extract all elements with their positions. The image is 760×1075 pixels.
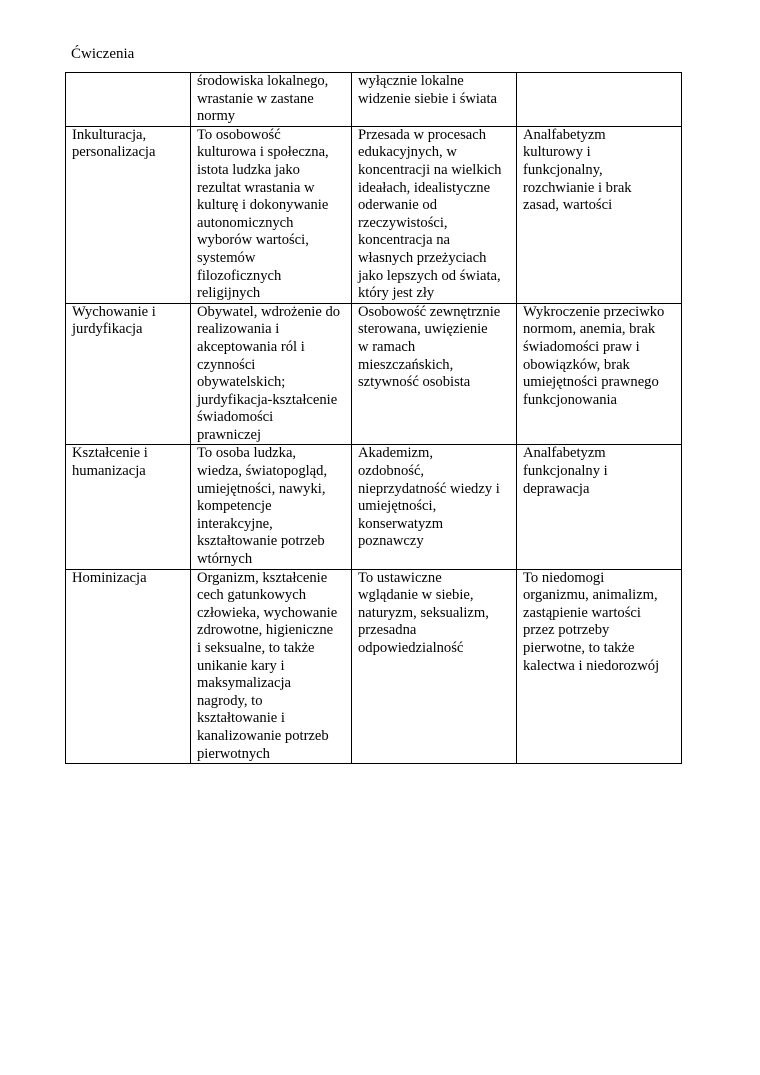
table-cell-col4 [517, 569, 682, 764]
table-cell-col1 [66, 569, 191, 764]
cell-text-line: rozchwianie i brak [523, 179, 632, 196]
cell-text-line: To osobowość [197, 126, 281, 143]
table-cell-col3 [352, 303, 517, 445]
table-cell-col2 [191, 126, 352, 303]
cell-text-line: Przesada w procesach [358, 126, 487, 143]
cell-text-line: własnych przeżyciach [358, 249, 487, 266]
cell-text-line: ozdobność, [358, 463, 425, 480]
cell-text-line: umiejętności, [358, 498, 437, 515]
table-cell-col1 [66, 126, 191, 303]
cell-text-line: sztywność osobista [358, 374, 471, 391]
table-row [66, 445, 682, 569]
cell-text-line: funkcjonalny i [523, 463, 608, 480]
cell-text-line: wrastanie w zastane [197, 90, 314, 107]
table-cell-col3 [352, 569, 517, 764]
cell-text-line: deprawacja [523, 480, 590, 497]
page-title: Ćwiczenia [71, 46, 135, 62]
cell-text-line: naturyzm, seksualizm, [358, 604, 489, 621]
cell-text-line: rzeczywistości, [358, 214, 448, 231]
cell-text-line: religijnych [197, 285, 261, 302]
table-cell-col4 [517, 126, 682, 303]
cell-text-line: kształtowanie potrzeb [197, 533, 325, 550]
table-cell-col2 [191, 73, 352, 127]
cell-text-line: koncentracja na [358, 232, 450, 249]
table-cell-col3 [352, 126, 517, 303]
cell-text-line: Hominizacja [72, 569, 147, 586]
content-table [65, 72, 682, 764]
cell-text-line: Obywatel, wdrożenie do [197, 303, 341, 320]
cell-text-line: odpowiedzialność [358, 640, 464, 656]
cell-text-line: wyborów wartości, [197, 232, 309, 249]
cell-text-line: kształtowanie i [197, 710, 285, 727]
table-cell-col1 [66, 303, 191, 445]
cell-text-line: Wychowanie i [72, 303, 156, 320]
cell-text-line: umiejętności, nawyki, [197, 480, 326, 497]
cell-text-line: koncentracji na wielkich [358, 161, 502, 178]
cell-text-line: wiedza, światopogląd, [197, 463, 328, 480]
cell-text-line: Organizm, kształcenie [197, 569, 328, 586]
cell-text-line: autonomicznych [197, 214, 294, 231]
cell-text-line: personalizacja [72, 144, 156, 161]
cell-text-line: pierwotne, to także [523, 640, 635, 656]
cell-text-line: cech gatunkowych [197, 587, 307, 604]
cell-text-line: obywatelskich; [197, 374, 286, 391]
cell-text-line: przesadna [358, 622, 417, 639]
cell-text-line: realizowania i [197, 321, 280, 338]
cell-text-line: Analfabetyzm [523, 445, 606, 462]
cell-text-line: świadomości praw i [523, 338, 640, 355]
cell-text-line: Osobowość zewnętrznie [358, 303, 501, 320]
cell-text-line: który jest zły [358, 285, 435, 302]
cell-text-line: człowieka, wychowanie [197, 604, 338, 621]
cell-text-line: wtórnych [197, 551, 253, 568]
table-cell-col2 [191, 569, 352, 764]
cell-text-line: kulturę i dokonywanie [197, 197, 329, 214]
cell-text-line: Analfabetyzm [523, 126, 606, 143]
cell-text-line: nieprzydatność wiedzy i [358, 480, 500, 497]
table-cell-col2 [191, 303, 352, 445]
cell-text-line: mieszczańskich, [358, 356, 454, 373]
table-cell-col3 [352, 73, 517, 127]
cell-text-line: To osoba ludzka, [197, 445, 297, 462]
table-cell-col4 [517, 73, 682, 127]
cell-text-line: kulturowy i [523, 144, 591, 161]
table-body [66, 73, 682, 764]
cell-text-line: kulturowa i społeczna, [197, 144, 329, 161]
cell-text-line: edukacyjnych, w [358, 144, 457, 161]
cell-text-line: prawniczej [197, 426, 262, 443]
cell-text-line: rezultat wrastania w [197, 179, 315, 196]
cell-text-line: Kształcenie i [72, 445, 148, 462]
table-cell-col3 [352, 445, 517, 569]
cell-text-line: umiejętności prawnego [523, 374, 659, 391]
cell-text-line: To ustawiczne [358, 569, 442, 586]
cell-text-line: kalectwa i niedorozwój [523, 657, 660, 674]
table-cell-col2 [191, 445, 352, 569]
cell-text-line: przez potrzeby [523, 622, 610, 639]
cell-text-line: akceptowania ról i [197, 338, 305, 355]
cell-text-line: czynności [197, 356, 256, 373]
cell-text-line: organizmu, animalizm, [523, 587, 658, 604]
cell-text-line: kompetencje [197, 498, 272, 515]
table-row [66, 303, 682, 445]
cell-text-line: wyłącznie lokalne [358, 73, 464, 89]
cell-text-line: filozoficznych [197, 267, 282, 284]
cell-text-line: jurdyfikacja [72, 321, 143, 338]
cell-text-line: maksymalizacja [197, 675, 292, 692]
table-cell-col4 [517, 303, 682, 445]
cell-text-line: obowiązków, brak [523, 356, 630, 373]
cell-text-line: interakcyjne, [197, 515, 273, 532]
cell-text-line: Inkulturacja, [72, 126, 147, 143]
cell-text-line: Wykroczenie przeciwko [523, 303, 665, 320]
cell-text-line: systemów [197, 249, 256, 266]
cell-text-line: kanalizowanie potrzeb [197, 727, 329, 744]
cell-text-line: sterowana, uwięzienie [358, 321, 488, 338]
cell-text-line: zastąpienie wartości [523, 604, 641, 621]
cell-text-line: jurdyfikacja-kształcenie [197, 391, 338, 408]
cell-text-line: oderwanie od [358, 197, 438, 214]
cell-text-line: w ramach [358, 338, 416, 355]
cell-text-line: normy [197, 108, 236, 125]
cell-text-line: wglądanie w siebie, [358, 587, 474, 604]
cell-text-line: jako lepszych od świata, [358, 267, 501, 284]
cell-text-line: funkcjonowania [523, 391, 618, 408]
cell-text-line: zasad, wartości [523, 197, 613, 214]
cell-text-line: nagrody, to [197, 692, 263, 709]
cell-text-line: konserwatyzm [358, 515, 444, 532]
cell-text-line: funkcjonalny, [523, 161, 603, 178]
table-cell-col1 [66, 73, 191, 127]
cell-text-line: ideałach, idealistyczne [358, 179, 491, 196]
cell-text-line: widzenie siebie i świata [358, 90, 497, 107]
cell-text-line: środowiska lokalnego, [197, 73, 329, 89]
cell-text-line: świadomości [197, 409, 274, 426]
cell-text-line: poznawczy [358, 533, 424, 550]
table-row [66, 73, 682, 127]
cell-text-line: humanizacja [72, 463, 146, 480]
table-cell-col4 [517, 445, 682, 569]
cell-text-line: Akademizm, [358, 445, 433, 462]
cell-text-line: pierwotnych [197, 745, 270, 762]
cell-text-line: To niedomogi [523, 569, 605, 586]
cell-text-line: zdrowotne, higieniczne [197, 622, 334, 639]
cell-text-line: istota ludzka jako [197, 161, 300, 178]
cell-text-line: i seksualne, to także [197, 640, 315, 656]
cell-text-line: unikanie kary i [197, 657, 285, 674]
table-row [66, 126, 682, 303]
cell-text-line: normom, anemia, brak [523, 321, 656, 338]
table-row [66, 569, 682, 764]
table-cell-col1 [66, 445, 191, 569]
